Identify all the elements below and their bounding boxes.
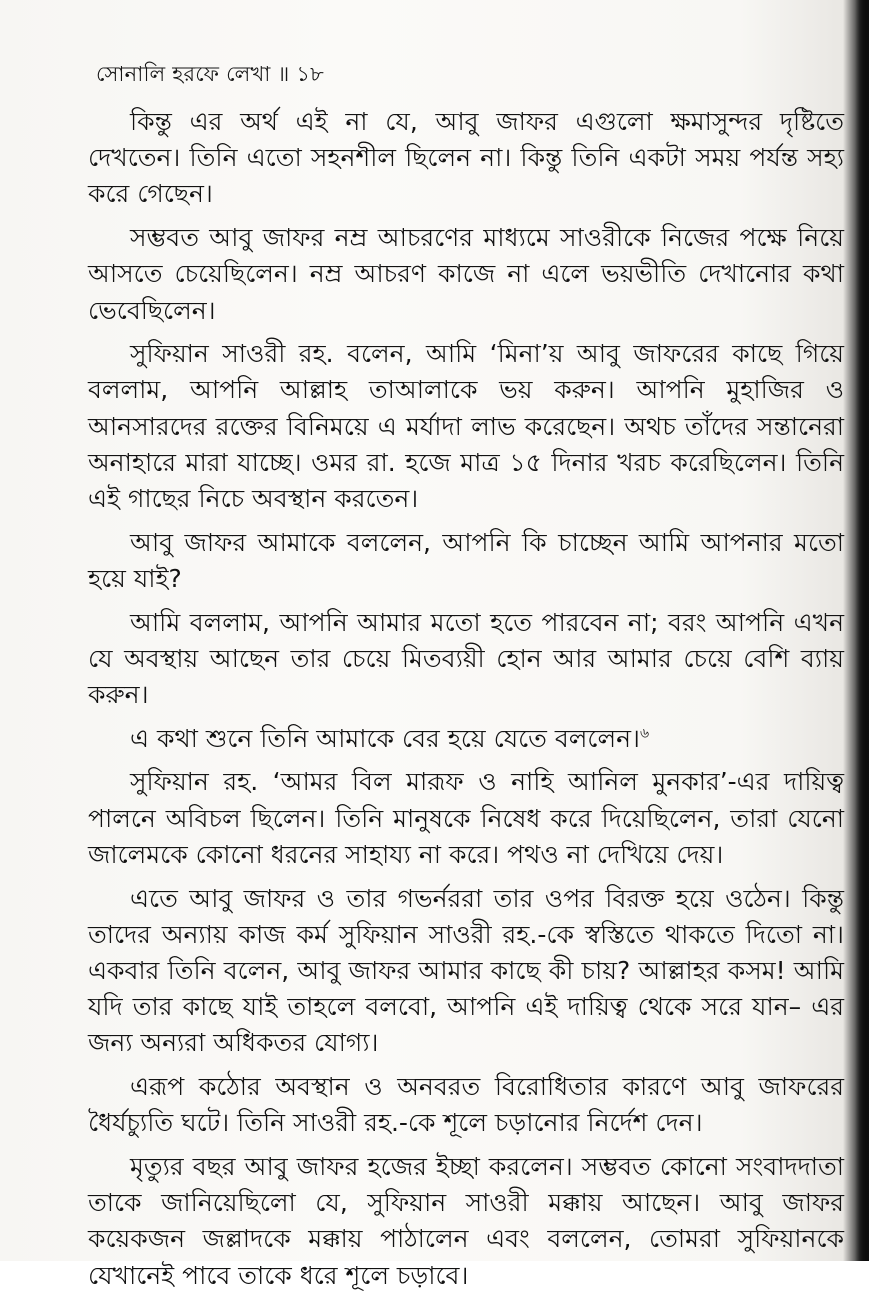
paragraph-10: মৃত্যুর বছর আবু জাফর হজের ইচ্ছা করলেন। সম্ভবত কোনো সংবাদদাতা তাকে জানিয়েছিলো যে, সুফিয়ান সাওরী মক্কায় আছেন। আবু জাফর কয়েকজন জল্লাদকে মক্কায় পাঠালেন এবং বললেন, তোমরা সুফিয়ানকে যেখানেই পাবে তাকে ধরে শূলে চড়াবে।: [88, 1151, 844, 1290]
paragraph-7: সুফিয়ান রহ. ‘আমর বিল মারূফ ও নাহি আনিল মুনকার’-এর দায়িত্ব পালনে অবিচল ছিলেন। তিনি মানুষকে নিষেধ করে দিয়েছিলেন, তারা যেনো জালেমকে কোনো ধরনের সাহায্য না করে। পথও না দেখিয়ে দেয়।: [88, 767, 844, 869]
paragraph-5: আমি বললাম, আপনি আমার মতো হতে পারবেন না; বরং আপনি এখন যে অবস্থায় আছেন তার চেয়ে মিতব্যয়ী হোন আর আমার চেয়ে বেশি ব্যায় করুন।: [88, 607, 844, 710]
paragraph-8: এতে আবু জাফর ও তার গভর্নররা তার ওপর বিরক্ত হয়ে ওঠেন। কিন্তু তাদের অন্যায় কাজ কর্ম সুফিয়ান সাওরী রহ.-কে স্বস্তিতে থাকতে দিতো না। একবার তিনি বলেন, আবু জাফর আমার কাছে কী চায়? আল্লাহর কসম! আমি যদি তার কাছে যাই তাহলে বলবো, আপনি এই দায়িত্ব থেকে সরে যান– এর জন্য অন্যরা অধিকতর যোগ্য।: [88, 883, 844, 1058]
page-body: [88, 104, 844, 1301]
paragraph-3: সুফিয়ান সাওরী রহ. বলেন, আমি ‘মিনা’য় আবু জাফরের কাছে গিয়ে বললাম, আপনি আল্লাহ তাআলাকে ভয় করুন। আপনি মুহাজির ও আনসারদের রক্তের বিনিময়ে এ মর্যাদা লাভ করেছেন। অথচ তাঁদের সন্তানেরা অনাহারে মারা যাচ্ছে। ওমর রা. হজে মাত্র ১৫ দিনার খরচ করেছিলেন। তিনি এই গাছের নিচে অবস্থান করতেন।: [88, 339, 844, 514]
page-edge-shadow: [855, 0, 869, 1261]
paragraph-9: এরূপ কঠোর অবস্থান ও অনবরত বিরোধিতার কারণে আবু জাফরের ধৈর্যচ্যুতি ঘটে। তিনি সাওরী রহ.-কে শূলে চড়ানোর নির্দেশ দেন।: [88, 1072, 844, 1138]
footnote-reference: ৬: [639, 725, 650, 742]
paragraph-4: আবু জাফর আমাকে বললেন, আপনি কি চাচ্ছেন আমি আপনার মতো হয়ে যাই?: [88, 527, 844, 593]
paragraph-2: সম্ভবত আবু জাফর নম্র আচরণের মাধ্যমে সাওরীকে নিজের পক্ষে নিয়ে আসতে চেয়েছিলেন। নম্র আচরণ কাজে না এলে ভয়ভীতি দেখানোর কথা ভেবেছিলেন।: [88, 223, 844, 325]
running-header: সোনালি হরফে লেখা ॥ ১৮: [96, 62, 325, 86]
paragraph-6: [88, 721, 844, 757]
paragraph-1: কিন্তু এর অর্থ এই না যে, আবু জাফর এগুলো ক্ষমাসুন্দর দৃষ্টিতে দেখতেন। তিনি এতো সহনশীল ছিলেন না। কিন্তু তিনি একটা সময় পর্যন্ত সহ্য করে গেছেন।: [88, 107, 844, 209]
paragraph-6-text: এ কথা শুনে তিনি আমাকে বের হয়ে যেতে বললেন।: [130, 723, 640, 753]
